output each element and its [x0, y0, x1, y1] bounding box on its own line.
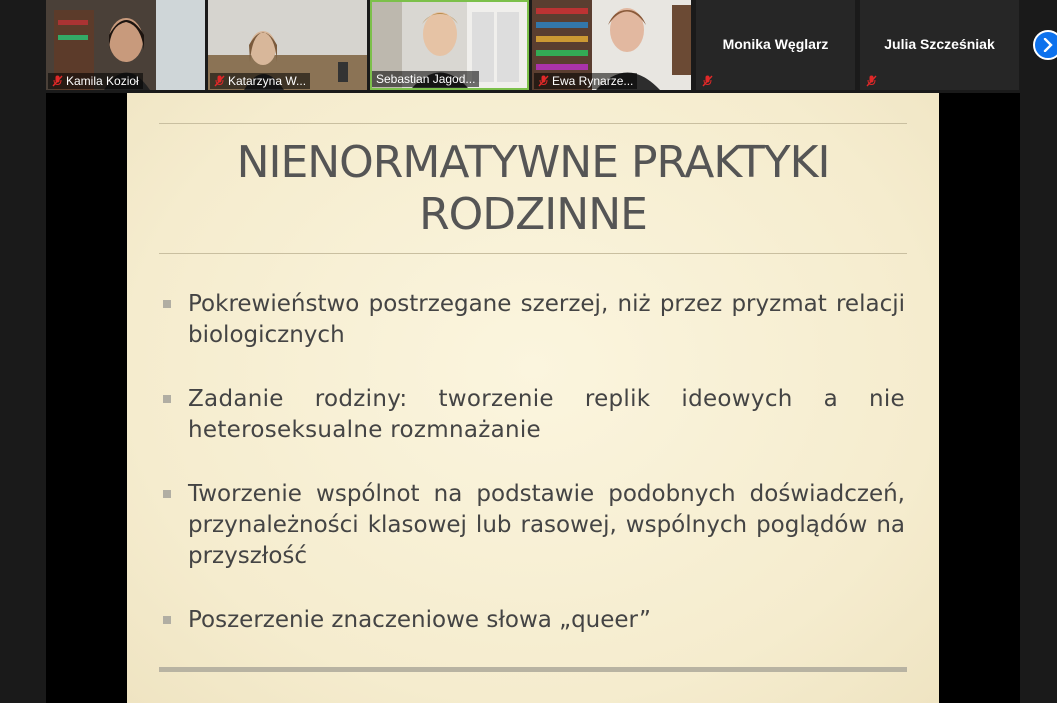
- participant-name: Monika Węglarz: [722, 36, 829, 52]
- bullet-text: Poszerzenie znaczeniowe słowa „queer”: [188, 607, 651, 633]
- participant-tile-sebastian[interactable]: [370, 0, 529, 90]
- participant-tile-ewa[interactable]: [532, 0, 691, 90]
- participant-tile-julia[interactable]: [860, 0, 1019, 90]
- participant-name: Katarzyna W...: [228, 74, 307, 88]
- muted-mic-icon: [702, 75, 713, 87]
- slide-bullet: [160, 479, 905, 572]
- slide-bullet: [160, 289, 905, 351]
- muted-mic-icon: [214, 75, 225, 87]
- participant-gallery: [0, 0, 1057, 93]
- slide-rule-bottom: [159, 667, 907, 672]
- bullet-text: Zadanie rodziny: tworzenie replik ideowych a nie heteroseksualne rozmnażanie: [188, 386, 905, 443]
- participant-tile-kamila[interactable]: [46, 0, 205, 90]
- slide-title: NIENORMATYWNE PRAKTYKI RODZINNE: [236, 137, 830, 240]
- presentation-slide: [127, 93, 939, 703]
- participant-name-plate: [372, 71, 479, 87]
- slide-rule-top: [159, 123, 907, 124]
- participant-name: Kamila Kozioł: [66, 74, 139, 88]
- bullet-marker: [163, 395, 171, 403]
- participant-name-plate: [210, 73, 310, 89]
- bullet-text: Pokrewieństwo postrzegane szerzej, niż przez pryzmat relacji biologicznych: [188, 291, 905, 348]
- participant-name: Sebastian Jagod...: [376, 72, 476, 86]
- participant-name-plate: [48, 73, 143, 89]
- chevron-right-icon: [1042, 38, 1054, 52]
- participant-name: Julia Szcześniak: [884, 36, 995, 52]
- participant-tile-monika[interactable]: [696, 0, 855, 90]
- bullet-text: Tworzenie wspólnot na podstawie podobnych doświadczeń, przynależności klasowej lub rasowej, wspólnych poglądów na przyszłość: [188, 481, 905, 569]
- participant-name: Ewa Rynarze...: [552, 74, 634, 88]
- participant-tile-katarzyna[interactable]: [208, 0, 367, 90]
- slide-rule-divider: [159, 253, 907, 254]
- gallery-next-button[interactable]: [1033, 30, 1057, 60]
- muted-mic-icon: [866, 75, 877, 87]
- muted-mic-icon: [538, 75, 549, 87]
- slide-bullet: [160, 384, 905, 446]
- slide-bullet: [160, 605, 905, 636]
- bullet-marker: [163, 300, 171, 308]
- participant-name-plate: [534, 73, 637, 89]
- bullet-marker: [163, 616, 171, 624]
- bullet-marker: [163, 490, 171, 498]
- slide-bullet-list: [160, 289, 905, 669]
- muted-mic-icon: [52, 75, 63, 87]
